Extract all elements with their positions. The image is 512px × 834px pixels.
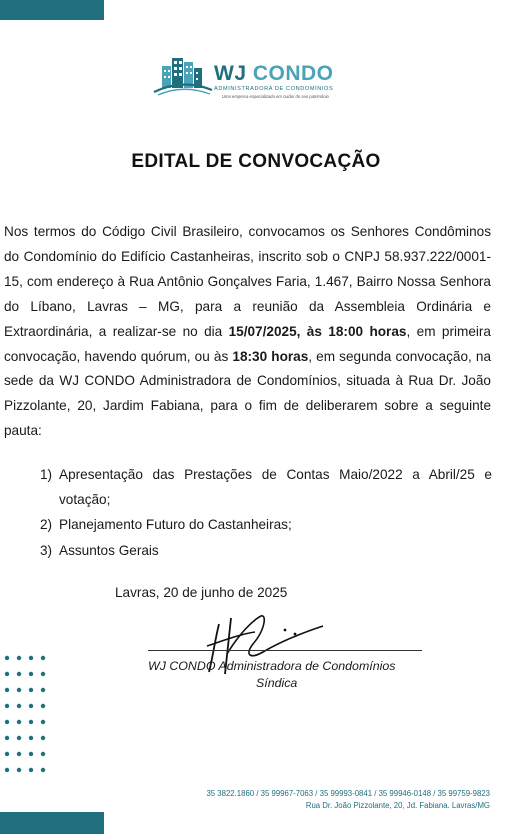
agenda-item: 3) Assuntos Gerais [40,542,159,558]
logo-wordmark: WJ CONDO [214,62,334,85]
agenda-item: 1) Apresentação das Prestações de Contas Maio/2022 a Abril/25 e votação; [40,467,492,508]
logo-tagline: Uma empresa especializada em cuidar do seu patrimônio [222,94,329,99]
document-title: EDITAL DE CONVOCAÇÃO [131,151,381,172]
body-text-part2: , em primeira convocação, havendo quórum, ou às [4,323,491,364]
body-text-part3: , em segunda convocação, na sede da WJ CONDO Administradora de Condomínios, situada à Rua Dr. João Pizzolante, 20, Jardim Fabiana, para o fim de deliberarem sobre a seguinte pauta: [4,348,492,439]
bottom-accent-bar [0,812,104,834]
footer-address: Rua Dr. João Pizzolante, 20, Jd. Fabiana. Lavras/MG [305,801,490,810]
convocation-body [4,220,491,444]
signature-line [148,650,422,651]
agenda-item: 2) Planejamento Futuro do Castanheiras; [40,517,292,533]
top-accent-bar [0,0,104,20]
meeting-date-time: 15/07/2025, às 18:00 horas [228,323,407,339]
footer-phone-numbers: 35 3822.1860 / 35 99967-7063 / 35 99993-0841 / 35 99946-0148 / 35 99759-9823 [206,789,490,798]
buildings-logo-icon [152,52,214,96]
agenda-list [40,462,492,563]
signature-role: Síndica [256,676,298,690]
place-and-date: Lavras, 20 de junho de 2025 [115,585,288,600]
decorative-dot-grid [4,655,48,777]
body-text-part1: Nos termos do Código Civil Brasileiro, convocamos os Senhores Condôminos do Condomínio do Edifício Castanheiras, inscrito sob o CNPJ 58.937.222/0001-15, com endereço à Rua Antônio Gonçalves Faria, 1.467, Bairro Nossa Senhora do Líbano, Lavras – MG, para a reunião da Assembleia Ordinária e Extraordinária, a realizar-se no dia [4,224,491,339]
logo-subtitle: ADMINISTRADORA DE CONDOMÍNIOS [214,86,334,92]
second-call-time: 18:30 horas [232,348,309,364]
company-logo [152,52,362,102]
signature-name: WJ CONDO Administradora de Condomínios [148,659,396,673]
